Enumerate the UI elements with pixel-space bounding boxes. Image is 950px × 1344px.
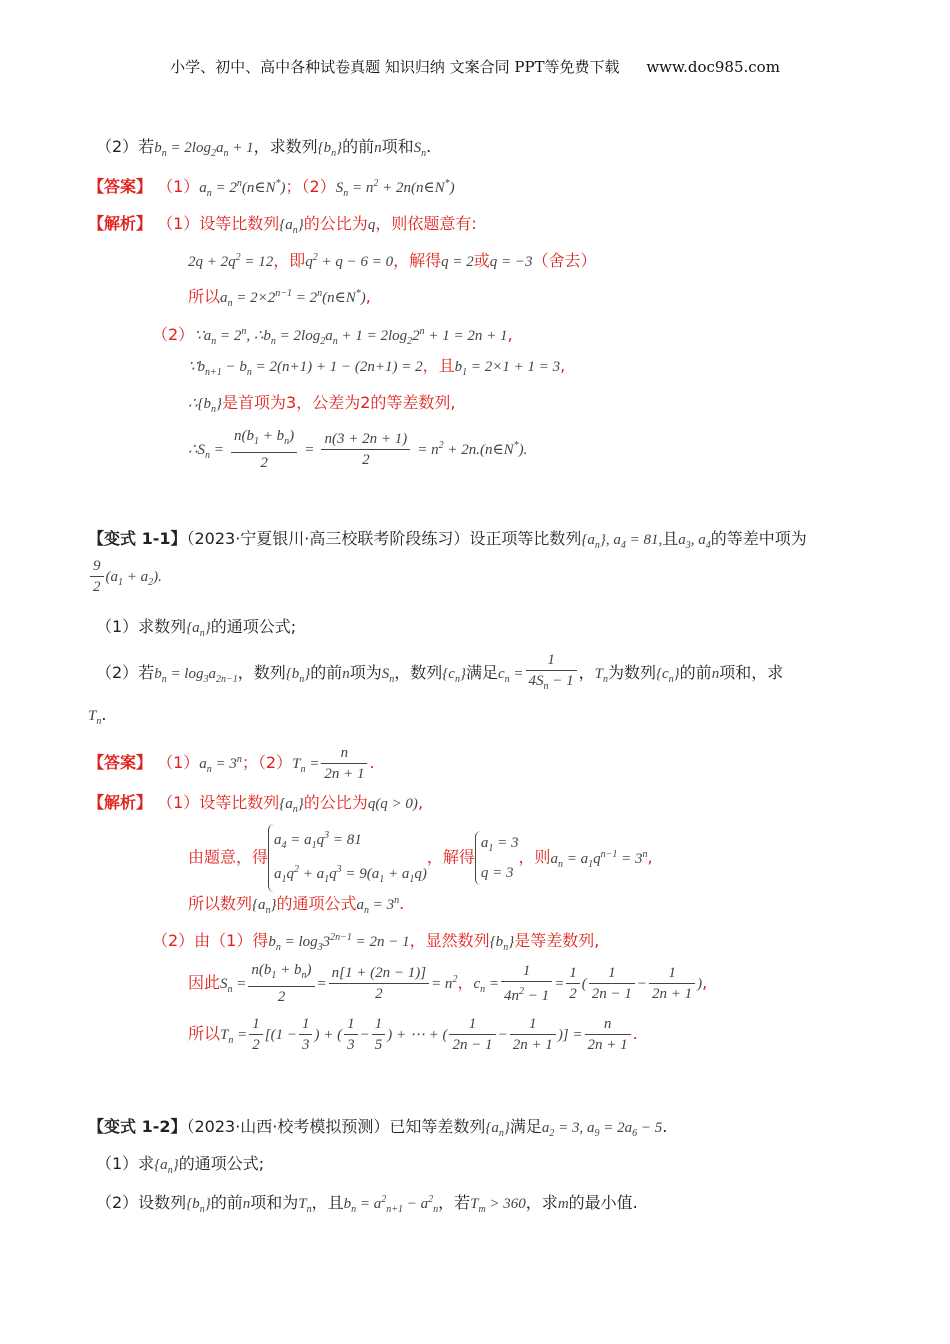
v11-analysis-6: 所以$T_n$ = $\frac{1}{2}$ [(1 − $\frac{1}{3}$ ) + ( $\frac{1}{3}$ − $\frac{1}{5}$ ) + ⋯ + ( $\frac{1}{2n - 1}$ − $\frac{1}{2n + 1}$ )] = $\frac{n}{2n + 1}$ .	[188, 1016, 638, 1053]
ex0-analysis-3: 所以$a_n = 2\times 2^{n-1}$ = $2^n(n\in N^*)$,	[188, 287, 371, 309]
analysis-label: 【解析】	[88, 214, 153, 233]
header-url[interactable]: www.doc985.com	[646, 58, 780, 76]
v11-answer: 【答案】 $(1)a_n = 3^n$；$(2)T_n$ = $\frac{n}{2n + 1}$ .	[88, 745, 375, 782]
ex0-analysis-2: $2q + 2q^2 = 12$，即$q^2 + q - 6 = 0$，解得q = 2或q = −3（舍去）	[188, 251, 597, 270]
ex0-analysis-7: $\therefore S_n$ = $\frac{n(b_1 + b_n)}{2}$ = $\frac{n(3 + 2n + 1)}{2}$ = $n^2$ + 2n.(n∈N*).	[188, 428, 528, 471]
ex0-analysis-4: $(2)\because a_n = 2^n$, $\therefore b_n = 2\log_2a_n + 1 = 2\log_22^n + 1 = 2n + 1$,	[152, 325, 513, 347]
v12-question-2: （2）设数列$\{b_n\}$的前n项和为$T_n$，且$b_n = a^2_{n+1} - a^2_n$，若$T_m > 360$，求m的最小值.	[96, 1193, 638, 1215]
v12-label: 【变式 1-2】	[88, 1117, 187, 1136]
ex0-analysis-5: $\because b_{n+1} - b_n = 2(n+1) + 1 - (2n+1) = 2$，且$b_1 = 2\times 1 + 1 = 3$,	[188, 356, 566, 378]
v11-analysis-2: 由题意，得 $a_4 = a_1q^3 = 81$ $a_1q^2 + a_1q^3 = 9(a_1 + a_1q)$ ，解得 $a_1 = 3$ q = 3 ，则$a_n = a_1q^{n-1} = 3^n$,	[188, 824, 653, 893]
page-header	[0, 56, 950, 77]
ex0-analysis-6: $\therefore\{b_n\}$是首项为3，公差为2的等差数列,	[188, 393, 456, 415]
ex0-analysis-1: 【解析】 （1）设等比数列$\{a_n\}$的公比为q，则依题意有:	[88, 214, 477, 236]
ex0-answer: 【答案】 $(1)a_n$ = $2^n(n\in N^*)$；$(2)S_n = n^2$ + 2n(n∈N*)	[88, 177, 455, 199]
v11-label: 【变式 1-1】	[88, 529, 187, 548]
v11-analysis-1: 【解析】 （1）设等比数列$\{a_n\}$的公比为q(q > 0),	[88, 793, 424, 815]
v11-intro: 【变式 1-1】（2023·宁夏银川·高三校联考阶段练习）设正项等比数列$\{a_n\}$, $a_4 = 81$,且$a_3$, $a_4$的等差中项为	[88, 529, 807, 551]
v11-question-1: （1）求数列$\{a_n\}$的通项公式;	[96, 617, 297, 639]
v11-analysis-4: （2）由（1）得$b_n = \log_33^{2n-1} = 2n - 1$，显然数列$\{b_n\}$是等差数列,	[152, 931, 600, 953]
v11-analysis-5: 因此$S_n$ = $\frac{n(b_1 + b_n)}{2}$ = $\frac{n[1 + (2n - 1)]}{2}$ = $n^2$，$c_n$ = $\frac{1}{4n^2 - 1}$ = $\frac{1}{2}$ ( $\frac{1}{2n - 1}$ − $\frac{1}{2n + 1}$ ),	[188, 962, 708, 1005]
v11-intro-2: $\frac{9}{2}$ $(a_1 + a_2)$.	[88, 556, 162, 603]
answer-label: 【答案】	[88, 177, 153, 196]
analysis-label: 【解析】	[88, 793, 153, 812]
v12-question-1: （1）求$\{a_n\}$的通项公式;	[96, 1154, 265, 1176]
v12-intro: 【变式 1-2】（2023·山西·校考模拟预测）已知等差数列$\{a_n\}$满足$a_2 = 3$, $a_9 = 2a_6 - 5$.	[88, 1117, 668, 1139]
v11-question-2-cont: $T_n$.	[88, 705, 107, 727]
v11-question-2: （2）若$b_n = \log_3a_{2n-1}$，数列$\{b_n\}$的前n项为$S_n$，数列$\{c_n\}$满足$c_n$ = $\frac{1}{4S_n - 1}$ ，$T_n$为数列$\{c_n\}$的前n项和，求	[96, 652, 784, 692]
header-banner: 小学、初中、高中各种试卷真题 知识归纳 文案合同 PPT等免费下载	[170, 58, 620, 76]
ex0-question-2: （2）若$b_n = 2\log_2a_n + 1$，求数列$\{b_n\}$的前n项和$S_n$.	[96, 137, 432, 159]
answer-label: 【答案】	[88, 753, 153, 772]
v11-analysis-3: 所以数列$\{a_n\}$的通项公式$a_n = 3^n$.	[188, 894, 405, 916]
